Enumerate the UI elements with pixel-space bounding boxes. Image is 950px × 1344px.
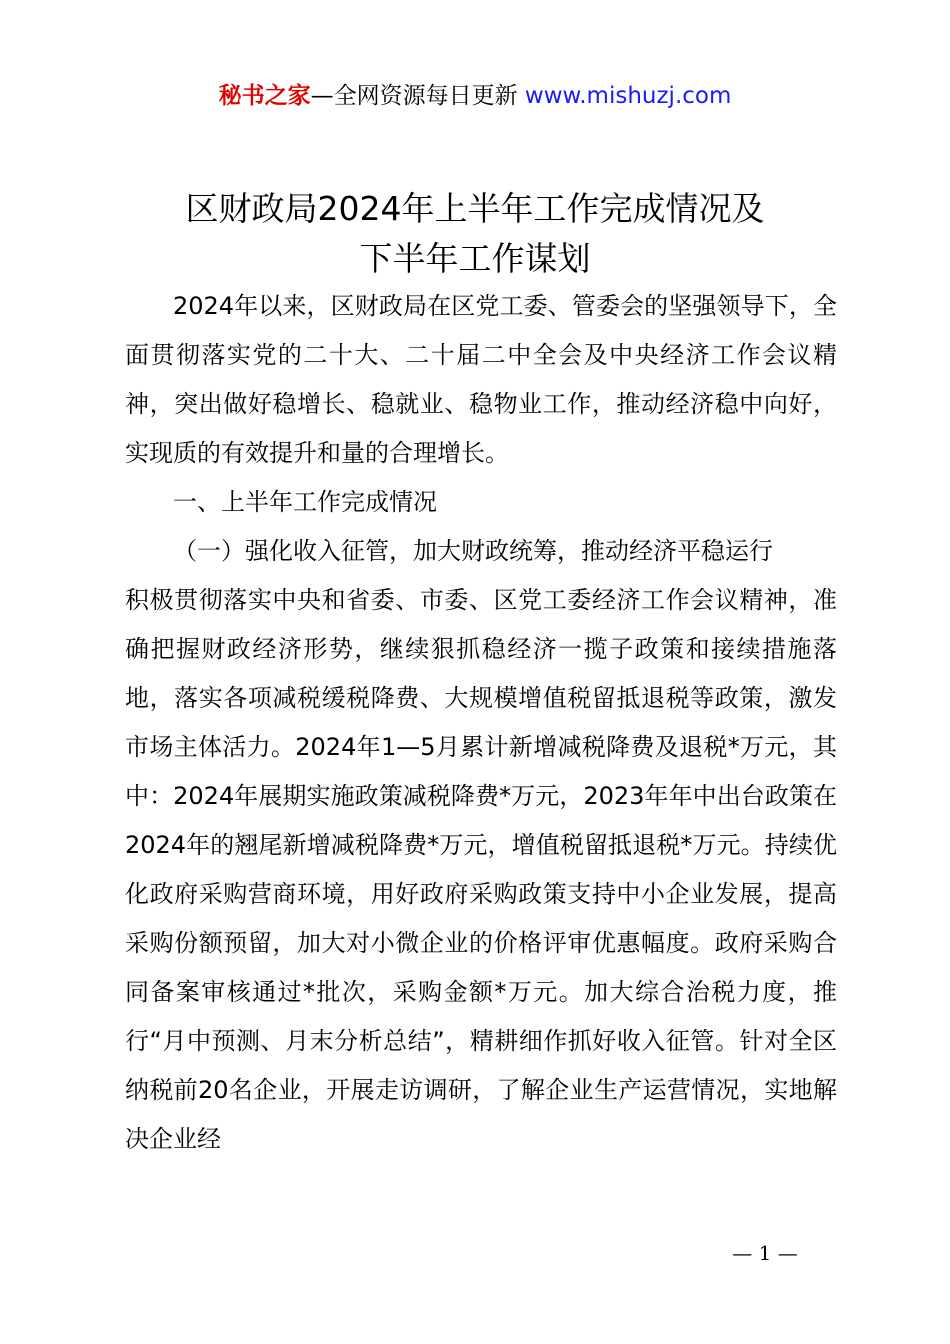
brand-tagline: —全网资源每日更新 — [310, 83, 518, 109]
document-title — [0, 184, 950, 284]
intro-paragraph: 2024年以来，区财政局在区党工委、管委会的坚强领导下，全面贯彻落实党的二十大、二十届二中全会及中央经济工作会议精神，突出做好稳增长、稳就业、稳物业工作，推动经济稳中向好，实现质的有效提升和量的合理增长。 — [125, 292, 837, 467]
document-body — [125, 282, 837, 1164]
brand-name: 秘书之家 — [218, 83, 311, 109]
site-url[interactable]: www.mishuzj.com — [524, 83, 732, 109]
page-number: — 1 — — [732, 1241, 798, 1265]
body-paragraph: 积极贯彻落实中央和省委、市委、区党工委经济工作会议精神，准确把握财政经济形势，继续狠抓稳经济一揽子政策和接续措施落地，落实各项减税缓税降费、大规模增值税留抵退税等政策，激发市场主体活力。2024年1—5月累计新增减税降费及退税*万元，其中：2024年展期实施政策减税降费*万元，2023年年中出台政策在2024年的翘尾新增减税降费*万元，增值税留抵退税*万元。持续优化政府采购营商环境，用好政府采购政策支持中小企业发展，提高采购份额预留，加大对小微企业的价格评审优惠幅度。政府采购合同备案审核通过*批次，采购金额*万元。加大综合治税力度，推行“月中预测、月末分析总结”，精耕细作抓好收入征管。针对全区纳税前20名企业，开展走访调研，了解企业生产运营情况，实地解决企业经 — [125, 586, 837, 1153]
section-heading: 一、上半年工作完成情况 — [173, 488, 437, 516]
subsection-heading: （一）强化收入征管，加大财政统筹，推动经济平稳运行 — [173, 537, 773, 565]
site-watermark-header — [0, 80, 950, 112]
title-line-1: 区财政局2024年上半年工作完成情况及 — [185, 189, 765, 228]
title-line-2: 下半年工作谋划 — [359, 239, 591, 278]
